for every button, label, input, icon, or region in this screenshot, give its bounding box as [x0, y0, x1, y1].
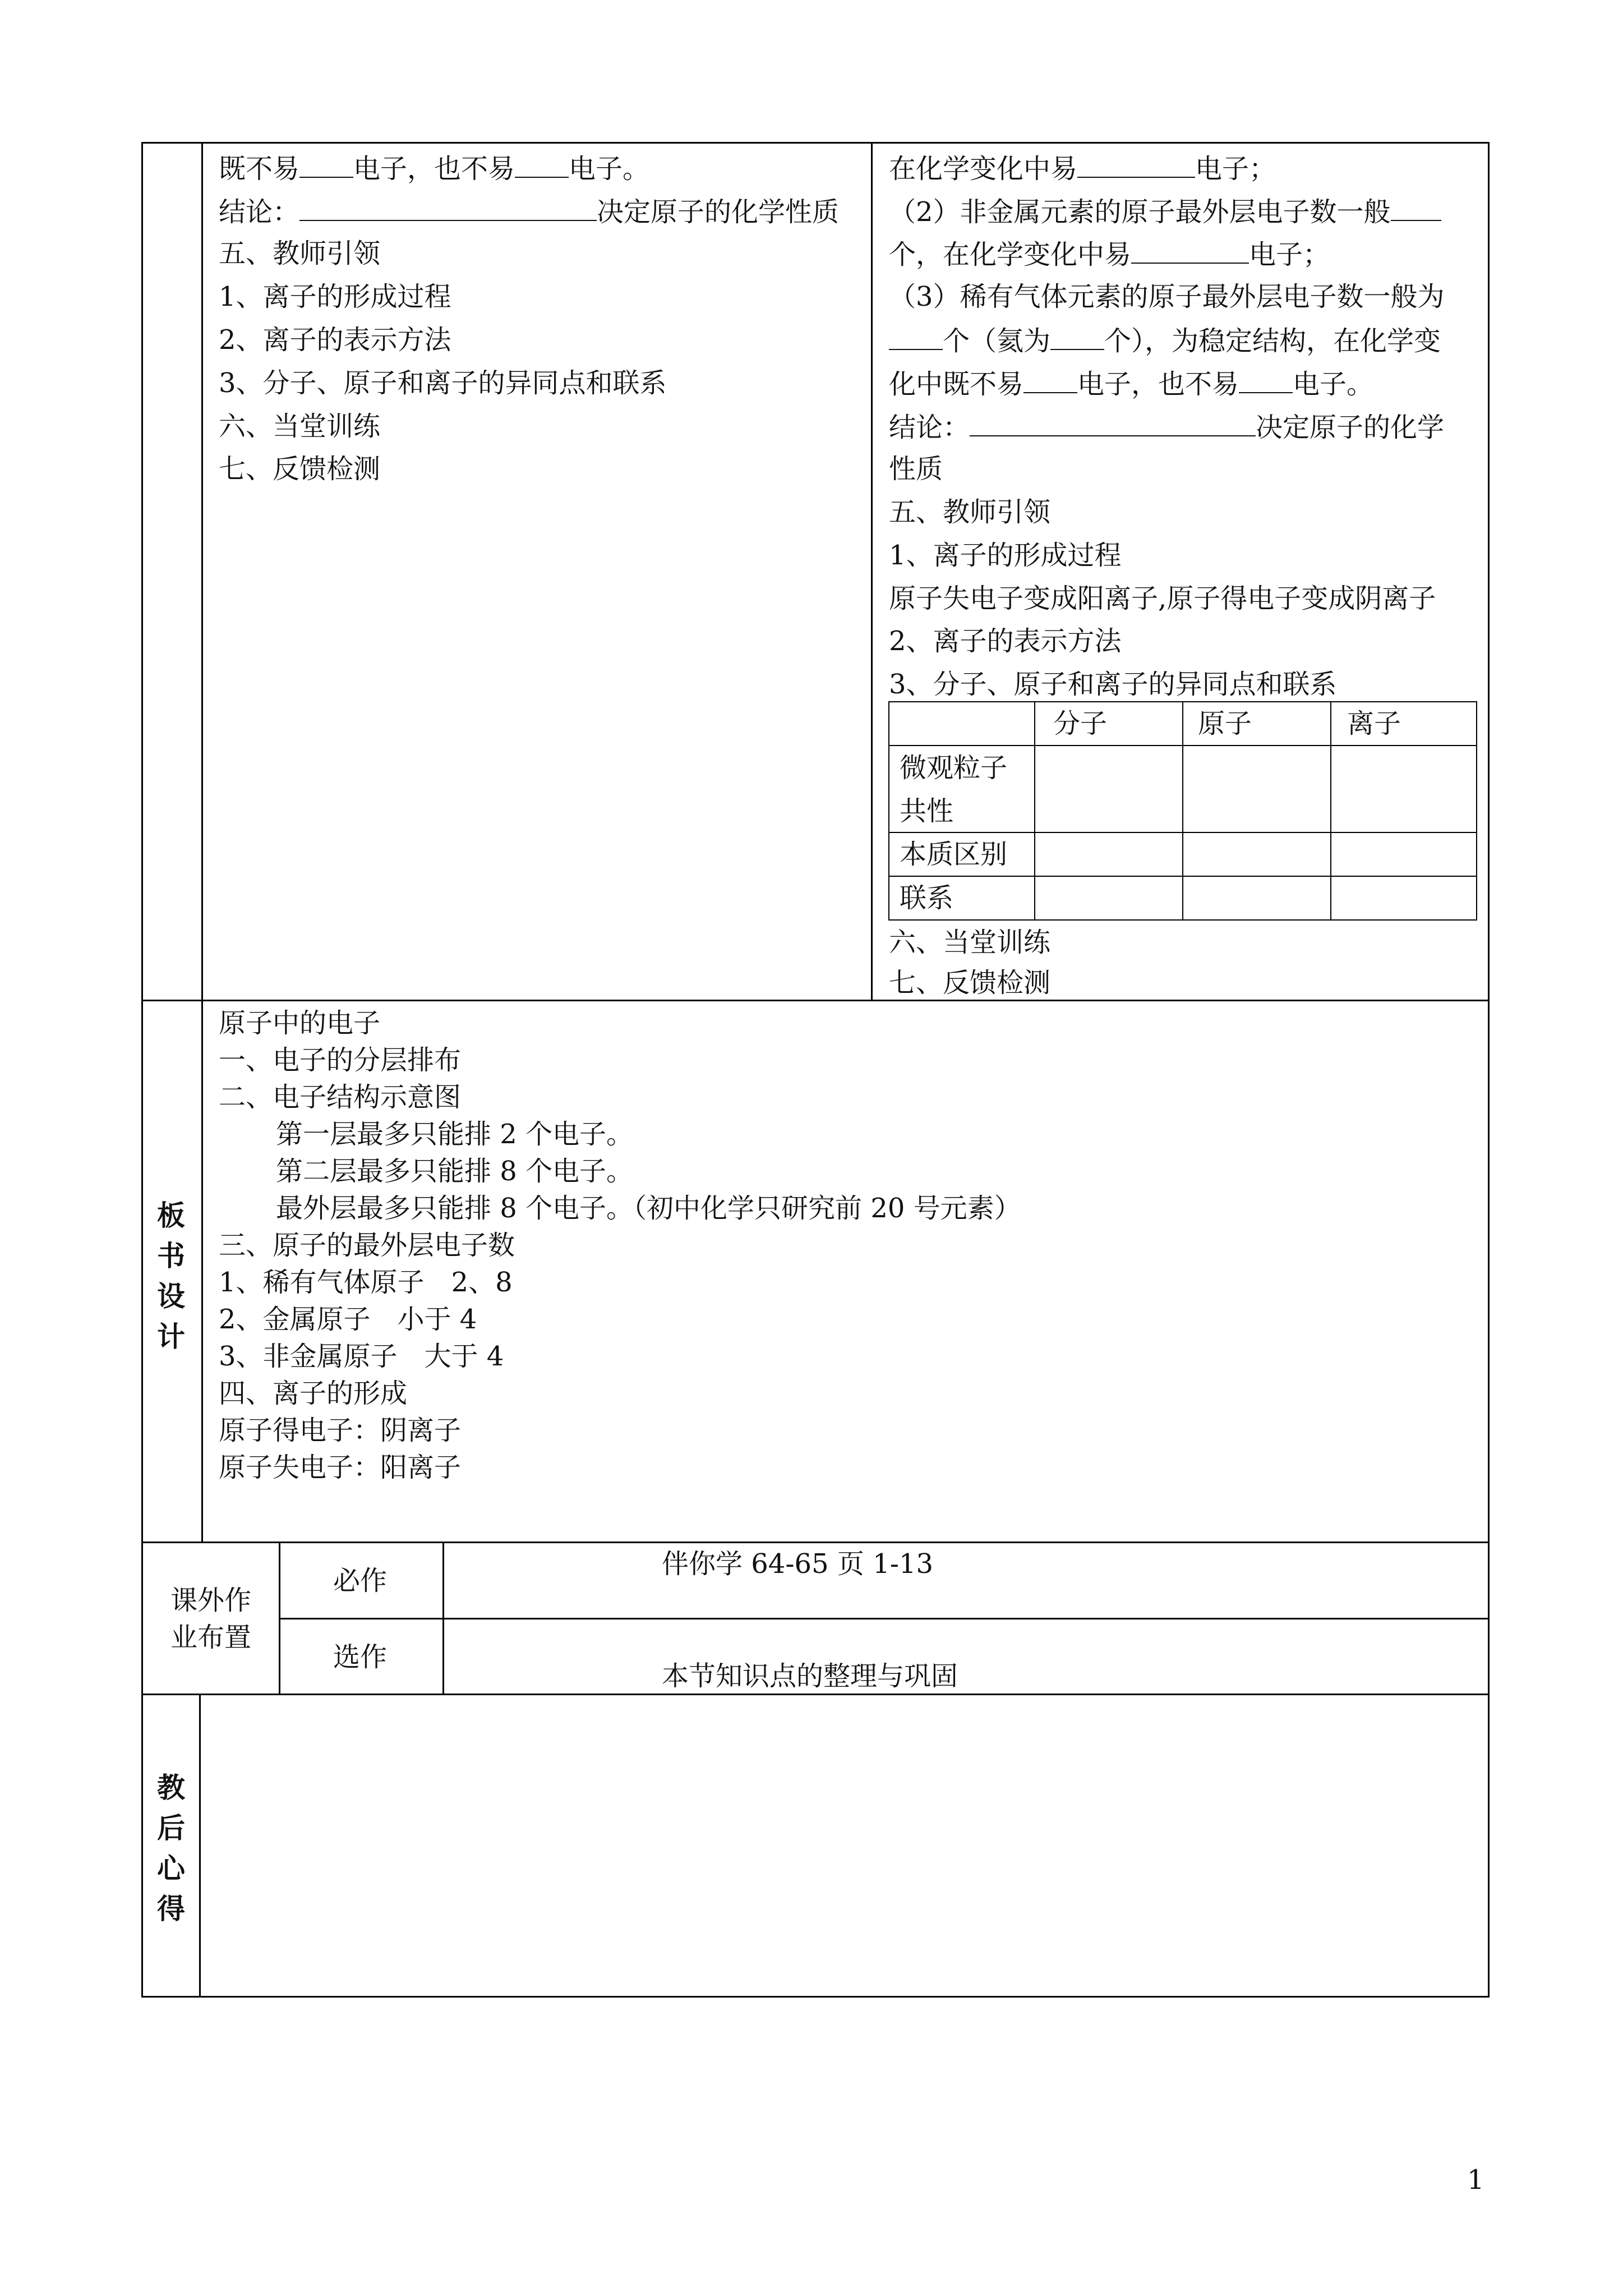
board-line-11: 四、离子的形成	[219, 1378, 408, 1409]
table-header-molecule: 分子	[1053, 708, 1108, 739]
right-line-1: 在化学变化中易 电子；	[889, 153, 1276, 185]
optional-label: 选作	[333, 1641, 388, 1673]
row-divider-1	[141, 1000, 1490, 1001]
right-line-6: 化中既不易 电子，也不易 电子。	[889, 369, 1374, 400]
reflection-label-divider	[199, 1694, 201, 1997]
row-divider-3	[141, 1694, 1490, 1695]
board-line-8: 1、稀有气体原子 2、8	[219, 1267, 513, 1298]
frame-top	[141, 142, 1490, 144]
frame-left	[141, 142, 143, 1998]
row-divider-2	[141, 1542, 1490, 1543]
left-line-4: 1、离子的形成过程	[219, 281, 451, 312]
table-header-ion: 离子	[1347, 708, 1401, 739]
board-line-13: 原子失电子：阳离子	[219, 1452, 462, 1483]
homework-divider	[279, 1618, 1490, 1619]
optional-value: 本节知识点的整理与巩固	[662, 1660, 958, 1692]
left-line-6: 3、分子、原子和离子的异同点和联系	[219, 367, 667, 399]
right-line-5: 个（氦为 个），为稳定结构，在化学变	[889, 326, 1441, 355]
left-line-3: 五、教师引领	[219, 238, 381, 269]
homework-divider-a	[279, 1542, 280, 1695]
left-line-7: 六、当堂训练	[219, 411, 381, 442]
homework-label: 课外作 业布置	[170, 1585, 251, 1653]
table-header-atom: 原子	[1198, 708, 1252, 739]
right-line-11: 原子失电子变成阳离子,原子得电子变成阴离子	[889, 583, 1436, 614]
table-row-label-1a: 微观粒子	[900, 752, 1008, 784]
label-col-divider	[201, 142, 203, 1543]
table-row-label-3: 联系	[900, 882, 954, 914]
required-label: 必作	[333, 1565, 388, 1596]
reflection-label: 教 后 心 得	[157, 1771, 185, 1925]
right-line-12: 2、离子的表示方法	[889, 625, 1122, 657]
left-line-5: 2、离子的表示方法	[219, 324, 451, 356]
right-line-2: （2）非金属元素的原子最外层电子数一般	[889, 197, 1441, 226]
board-line-6: 最外层最多只能排 8 个电子。（初中化学只研究前 20 号元素）	[276, 1193, 1021, 1224]
right-line-15: 七、反馈检测	[889, 967, 1051, 999]
right-line-4: （3）稀有气体元素的原子最外层电子数一般为	[889, 281, 1445, 312]
right-line-9: 五、教师引领	[889, 496, 1051, 528]
board-line-4: 第一层最多只能排 2 个电子。	[276, 1119, 634, 1150]
board-line-10: 3、非金属原子 大于 4	[219, 1341, 504, 1372]
board-line-9: 2、金属原子 小于 4	[219, 1304, 477, 1335]
board-line-1: 原子中的电子	[219, 1007, 381, 1039]
left-line-1: 既不易 电子，也不易 电子。	[219, 153, 650, 185]
table-row-label-1b: 共性	[900, 795, 954, 827]
board-line-7: 三、原子的最外层电子数	[219, 1230, 515, 1261]
table-row-label-2: 本质区别	[900, 839, 1008, 870]
board-line-2: 一、电子的分层排布	[219, 1045, 462, 1076]
board-line-12: 原子得电子：阴离子	[219, 1415, 462, 1446]
right-line-3: 个，在化学变化中易 电子；	[889, 239, 1330, 270]
frame-bottom	[141, 1996, 1490, 1998]
right-line-8: 性质	[889, 453, 943, 485]
board-line-5: 第二层最多只能排 8 个电子。	[276, 1156, 634, 1187]
middle-col-divider	[871, 142, 873, 1001]
right-line-13: 3、分子、原子和离子的异同点和联系	[889, 669, 1337, 700]
board-line-3: 二、电子结构示意图	[219, 1082, 462, 1113]
right-line-10: 1、离子的形成过程	[889, 540, 1122, 571]
page-number: 1	[1467, 2164, 1484, 2196]
required-value: 伴你学 64-65 页 1-13	[662, 1548, 933, 1580]
right-line-14: 六、当堂训练	[889, 927, 1051, 958]
board-design-label: 板 书 设 计	[157, 1199, 185, 1353]
left-line-8: 七、反馈检测	[219, 453, 381, 485]
right-line-7: 结论： 决定原子的化学	[889, 412, 1445, 443]
left-line-2: 结论： 决定原子的化学性质	[219, 196, 840, 228]
homework-divider-b	[442, 1542, 444, 1695]
frame-right	[1488, 142, 1490, 1998]
